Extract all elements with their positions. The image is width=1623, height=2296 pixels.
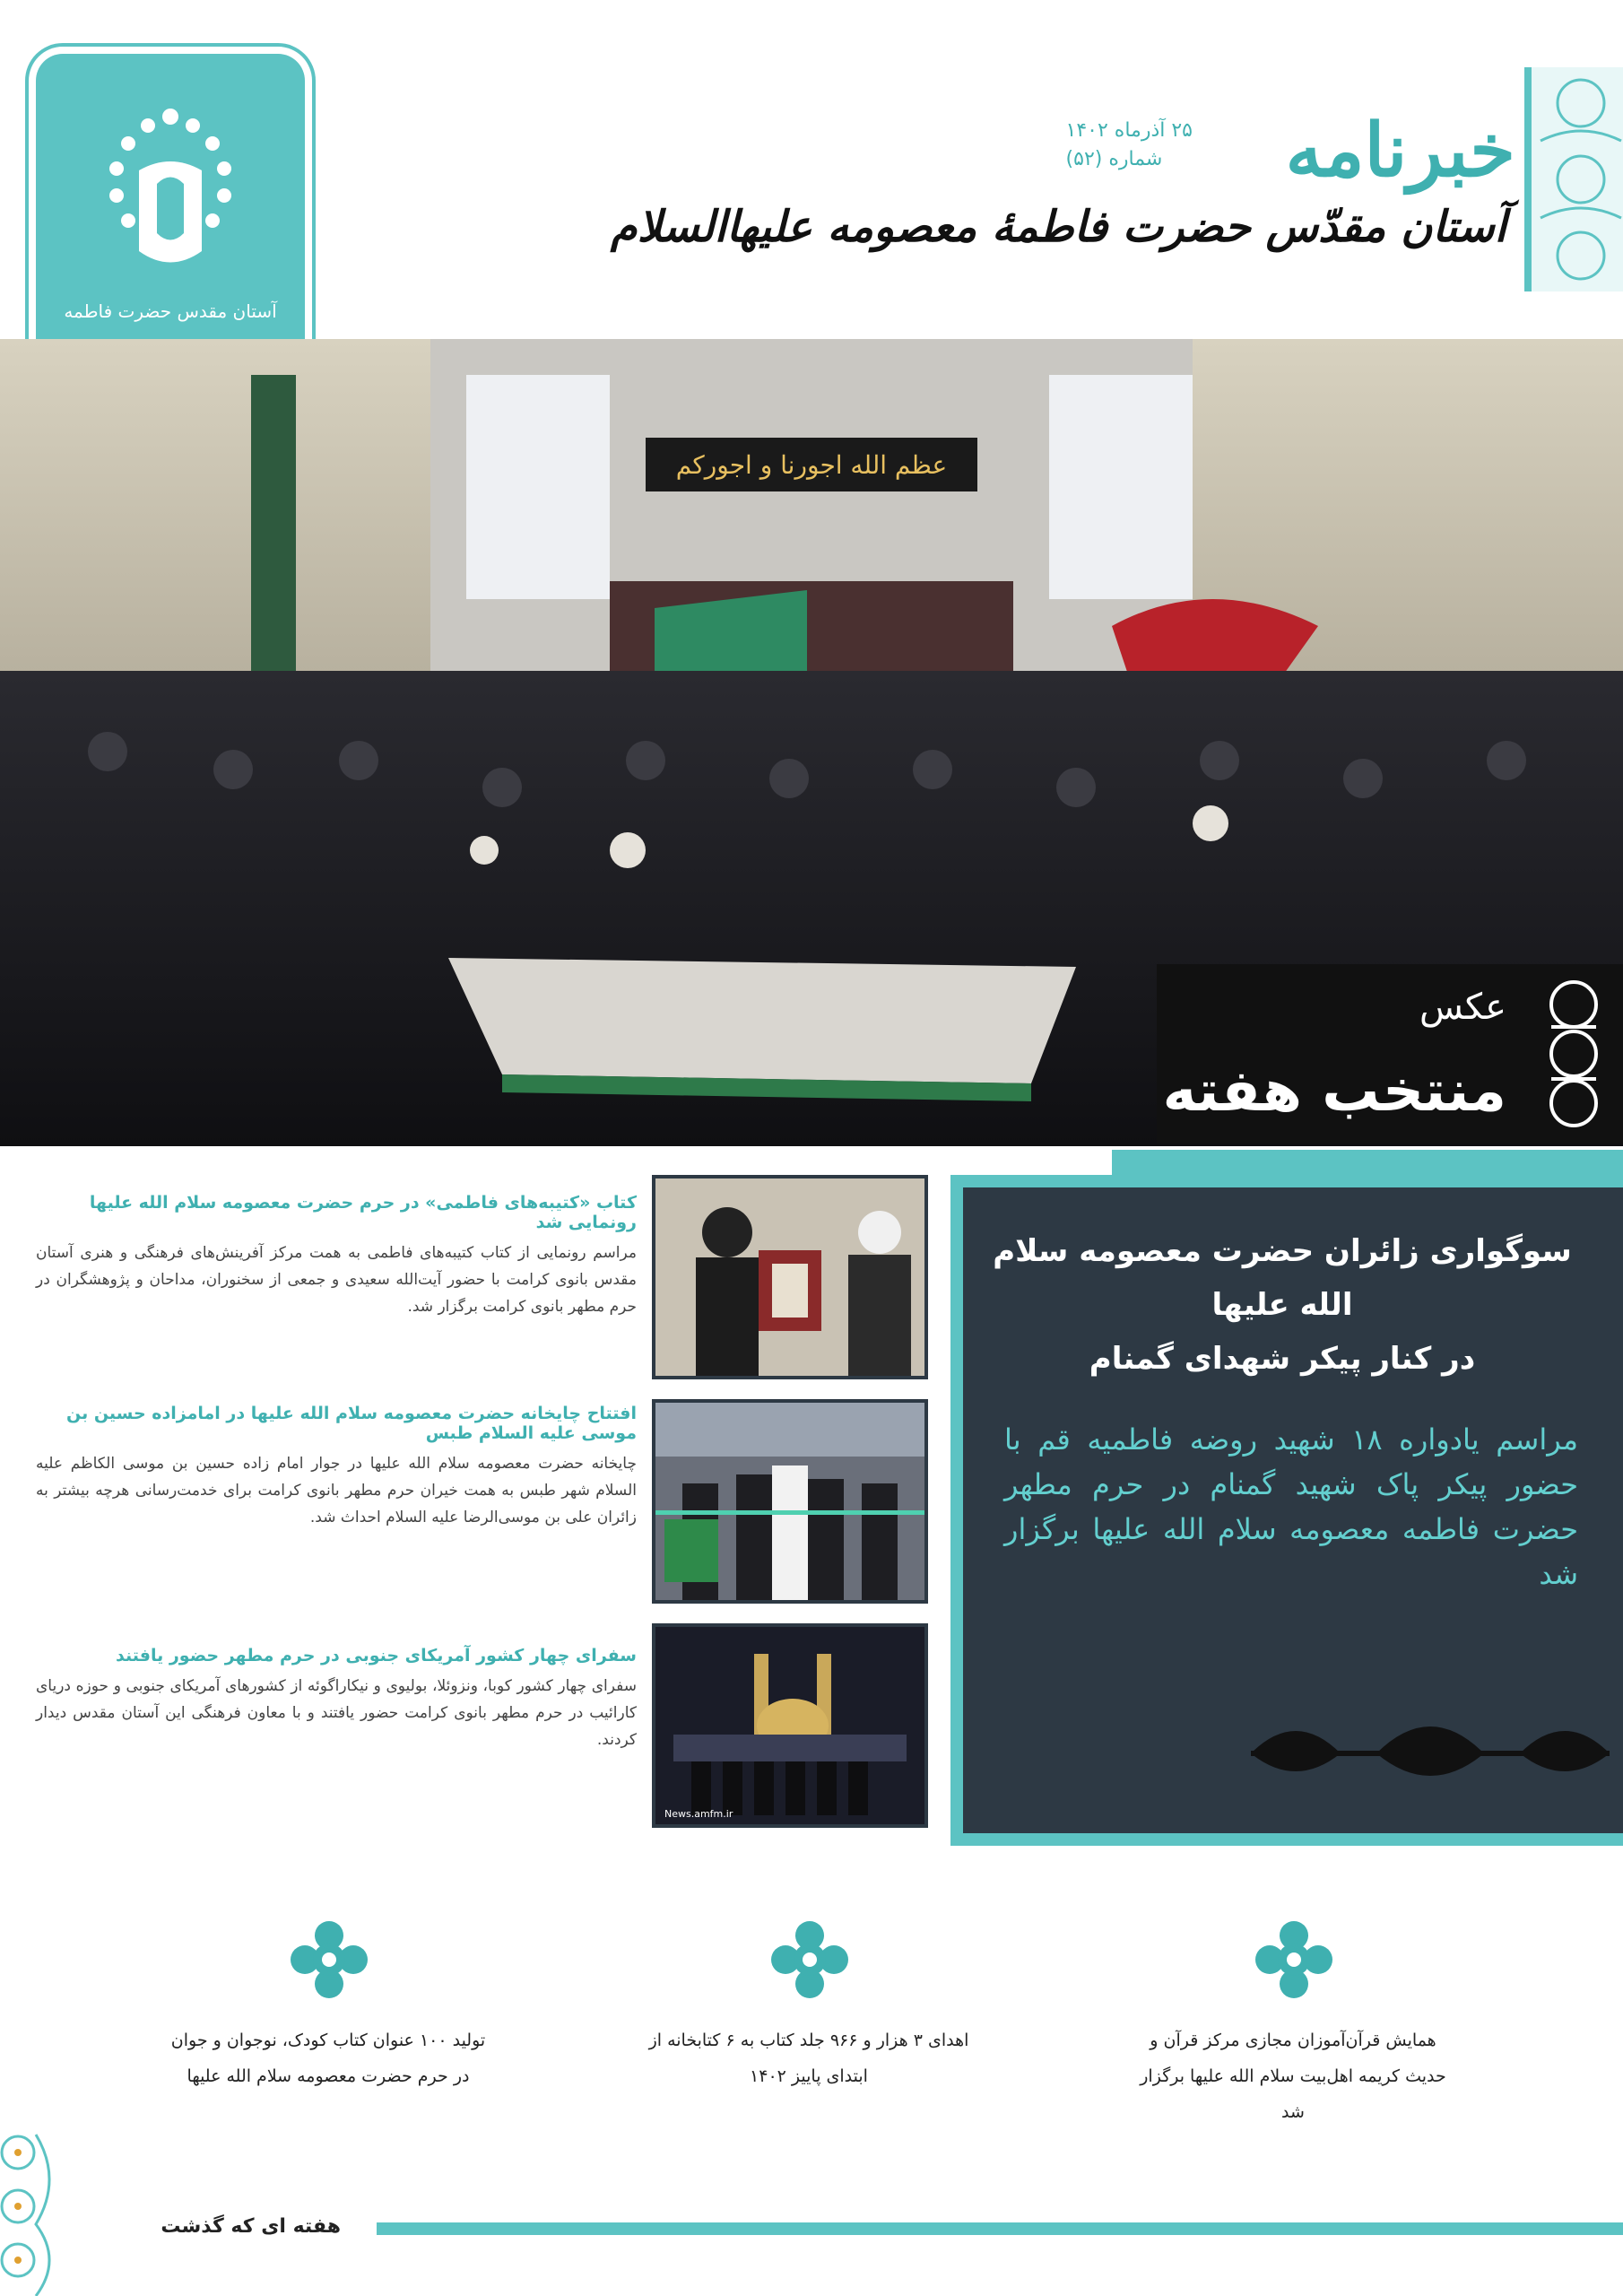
shrine-name: آستان مقدّس حضرت فاطمهٔ معصومه علیهاالسلام: [610, 202, 1506, 252]
photo-label-small: عکس: [1419, 987, 1506, 1028]
news-photo-2: [652, 1399, 928, 1604]
news-text: سفرای چهار کشور کوبا، ونزوئلا، بولیوی و نیکاراگوئه از کشورهای آمریکای جنوبی و حوزه دریای کارائیب در حرم مطهر بانوی کرامت حضور یافتند و با معاون فرهنگی این آستان مقدس دیدار کردند.: [36, 1677, 637, 1749]
newsletter-title: خبرنامه: [1285, 108, 1515, 194]
flower-icon: [1254, 1919, 1334, 2000]
feature-title-line2: در کنار پیکر شهدای گمنام: [1089, 1341, 1476, 1377]
highlight-item[interactable]: اهدای ۳ هزار و ۹۶۶ جلد کتاب به ۶ کتابخانه از ابتدای پاییز ۱۴۰۲: [648, 2031, 969, 2086]
photo-caption: News.amfm.ir: [664, 1808, 733, 1820]
news-text: چایخانه حضرت معصومه سلام الله علیها در جوار امام زاده حسین بن موسی الکاظم علیه السلام شهر طبس به همت خیران حرم مطهر بانوی کرامت برای خدمت‌رسانی هرچه بیشتر به زائران علی بن موسی‌الرضا علیه السلام احداث شد.: [36, 1455, 637, 1526]
label-pattern: [1524, 964, 1623, 1144]
flower-icon: [769, 1919, 850, 2000]
feature-body: مراسم یادواره ۱۸ شهید روضه فاطمیه قم با حضور پیکر پاک شهید گمنام در حرم مطهر حضرت فاطمه معصومه سلام الله علیها برگزار شد: [1004, 1422, 1579, 1591]
news-title[interactable]: افتتاح چایخانه حضرت معصومه سلام الله علیها در امامزاده حسین بن موسی علیه السلام طبس: [65, 1404, 637, 1443]
news-item: [36, 1193, 637, 1320]
feature-title-line1: سوگواری زائران حضرت معصومه سلام الله علیها: [993, 1233, 1572, 1323]
news-title[interactable]: سفرای چهار کشور آمریکای جنوبی در حرم مطهر حضور یافتند: [116, 1646, 637, 1665]
highlight-item[interactable]: تولید ۱۰۰ عنوان کتاب کودک، نوجوان و جوان در حرم حضرت معصومه سلام الله علیها: [170, 2031, 486, 2086]
news-title[interactable]: کتاب «کتیبه‌های فاطمی» در حرم حضرت معصومه سلام الله علیها رونمایی شد: [89, 1193, 637, 1232]
news-item: [36, 1646, 637, 1753]
issue-number: شماره (۵۲): [1065, 148, 1163, 170]
week-section-label: هفته ای که گذشت: [161, 2215, 341, 2238]
news-photo-1: [652, 1175, 928, 1379]
week-divider: [377, 2222, 1623, 2235]
issue-info: [1066, 117, 1193, 174]
feature-top-bar: [1112, 1150, 1623, 1175]
news-photo-3: [652, 1623, 928, 1828]
feature-title: [968, 1224, 1596, 1386]
flower-icon: [289, 1919, 369, 2000]
header-pattern-strip: [1524, 67, 1623, 291]
corner-ornament-icon: [0, 2117, 72, 2296]
photo-label-big: منتخب هفته: [1162, 1058, 1506, 1125]
logo-caption: آستان مقدس حضرت فاطمه: [64, 300, 277, 322]
banner-text: عظم الله اجورنا و اجورکم: [675, 450, 948, 480]
highlight-item[interactable]: همایش قرآن‌آموزان مجازی مرکز قرآن و حدیث کریمه اهل‌بیت سلام الله علیها برگزار شد: [1140, 2031, 1446, 2122]
news-text: مراسم رونمایی از کتاب کتیبه‌های فاطمی به همت مرکز آفرینش‌های فرهنگی و هنری آستان مقدس بانوی کرامت با حضور آیت‌الله سعیدی و جمعی از سخنوران، مداحان و پژوهشگران در حرم مطهر بانوی کرامت برگزار شد.: [36, 1244, 637, 1316]
news-item: [36, 1404, 637, 1531]
issue-date: ۲۵ آذرماه ۱۴۰۲: [1065, 119, 1193, 142]
floral-ornament-icon: [1242, 1700, 1619, 1789]
shrine-logo-icon: [85, 99, 256, 278]
